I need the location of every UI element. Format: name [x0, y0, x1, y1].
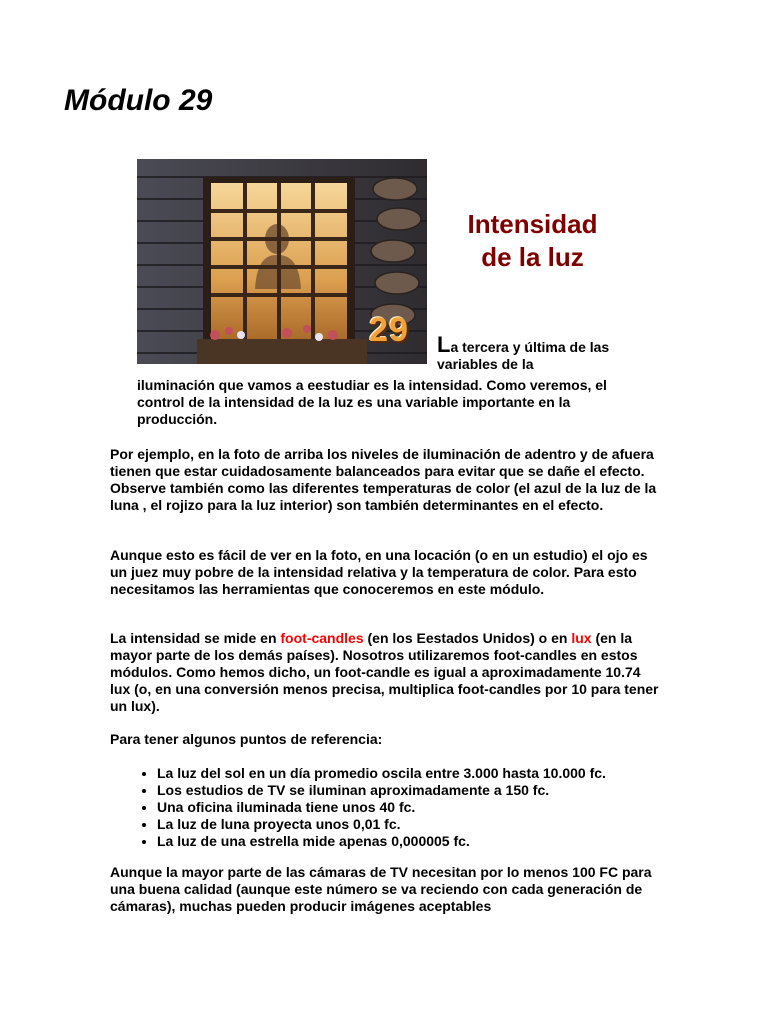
paragraph-units-text-b: (en los Eestados Unidos) o en	[363, 630, 572, 646]
section-title	[445, 208, 620, 274]
foot-candles-link[interactable]: foot-candles	[280, 630, 364, 646]
lux-link[interactable]: lux	[571, 630, 592, 646]
list-item: • Los estudios de TV se iluminan aproximadamente a 150 fc.	[157, 782, 707, 799]
intro-dropcap: L	[437, 332, 451, 357]
list-item: • Una oficina iluminada tiene unos 40 fc.	[157, 799, 707, 816]
paragraph-example: Por ejemplo, en la foto de arriba los niveles de iluminación de adentro y de afuera tienen que estar cuidadosamente balanceados para evitar que se dañe el efecto. Observe también como las diferentes temperaturas de color (el azul de la luz de la luna , el rojizo para la luz interior) son también determinantes en el efecto.	[110, 446, 657, 513]
intro-first-lines	[437, 332, 657, 373]
window-photo	[137, 159, 427, 364]
paragraph-references-intro: Para tener algunos puntos de referencia:	[110, 731, 383, 747]
paragraph-units-text-c: (en la mayor parte de los demás países). Nosotros utilizaremos foot-candles en estos módulos. Como hemos dicho, un foot-candle es igual a aproximadamente 10.74 lux (o, en una conversión menos precisa, multiplica foot-candles por 10 para tener un lux).	[110, 630, 659, 714]
list-item: • La luz de una estrella mide apenas 0,000005 fc.	[157, 833, 707, 850]
paragraph-units-text-a: La intensidad se mide en	[110, 630, 281, 646]
reference-list	[110, 765, 707, 850]
intro-first-text: a tercera y última de las variables de la	[437, 339, 610, 372]
module-title: Módulo 29	[64, 84, 213, 117]
list-item: • La luz del sol en un día promedio oscila entre 3.000 hasta 10.000 fc.	[157, 765, 707, 782]
paragraph-units	[110, 630, 660, 715]
module-number-badge: 29	[369, 311, 409, 349]
section-title-line2: de la luz	[481, 242, 584, 272]
section-title-line1: Intensidad	[467, 209, 598, 239]
paragraph-eye-judge: Aunque esto es fácil de ver en la foto, en una locación (o en un estudio) el ojo es un juez muy pobre de la intensidad relativa y la temperatura de color. Para esto necesitamos las herramientas que conoceremos en este módulo.	[110, 547, 648, 597]
list-item: • La luz de luna proyecta unos 0,01 fc.	[157, 816, 707, 833]
intro-rest-text: iluminación que vamos a eestudiar es la intensidad. Como veremos, el control de la intensidad de la luz es una variable importante en la producción.	[137, 377, 607, 427]
paragraph-cameras: Aunque la mayor parte de las cámaras de TV necesitan por lo menos 100 FC para una buena calidad (aunque este número se va reciendo con cada generación de cámaras), muchas pueden producir imágenes aceptables	[110, 864, 652, 914]
